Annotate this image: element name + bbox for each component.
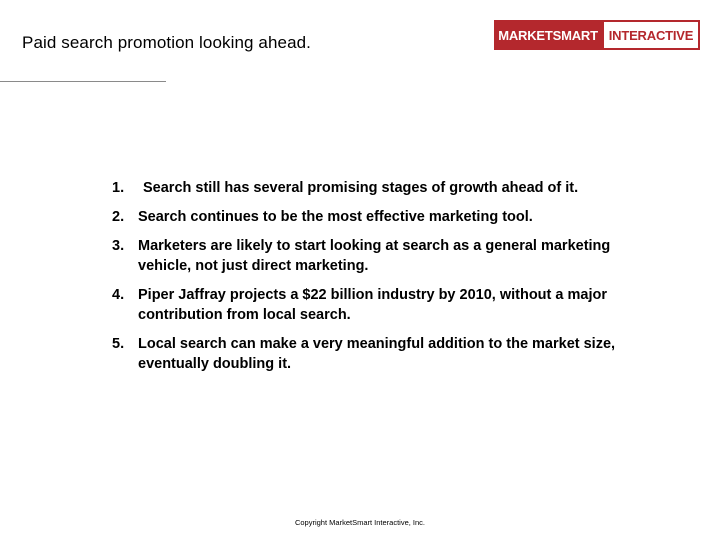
list-item-text: Local search can make a very meaningful addition to the market size, eventually doubling it. [138, 336, 616, 372]
list-item-number: 2. [112, 209, 125, 225]
list-item-text: Search continues to be the most effective marketing tool. [138, 209, 533, 225]
list-item-text: Marketers are likely to start looking at search as a general marketing vehicle, not just direct marketing. [138, 238, 611, 274]
title-divider [0, 81, 166, 82]
list-item [112, 334, 652, 374]
list-item-number: 4. [112, 287, 125, 303]
copyright-footer: Copyright MarketSmart Interactive, Inc. [294, 518, 426, 527]
list-item-text: Search still has several promising stages of growth ahead of it. [143, 180, 579, 196]
list-item-number: 5. [112, 336, 125, 352]
logo-right-block: INTERACTIVE [602, 20, 700, 50]
logo-left-block: MARKETSMART [494, 20, 602, 50]
list-item [112, 207, 652, 227]
list-item [112, 285, 652, 325]
list-item-number: 3. [112, 238, 125, 254]
slide-title: Paid search promotion looking ahead. [22, 33, 312, 52]
list-item [112, 178, 652, 198]
list-item-number: 1. [112, 180, 125, 196]
list-item-text: Piper Jaffray projects a $22 billion industry by 2010, without a major contribution from local search. [138, 287, 607, 323]
key-points-list [112, 178, 652, 383]
list-item [112, 236, 652, 276]
marketsmart-logo [494, 20, 700, 50]
